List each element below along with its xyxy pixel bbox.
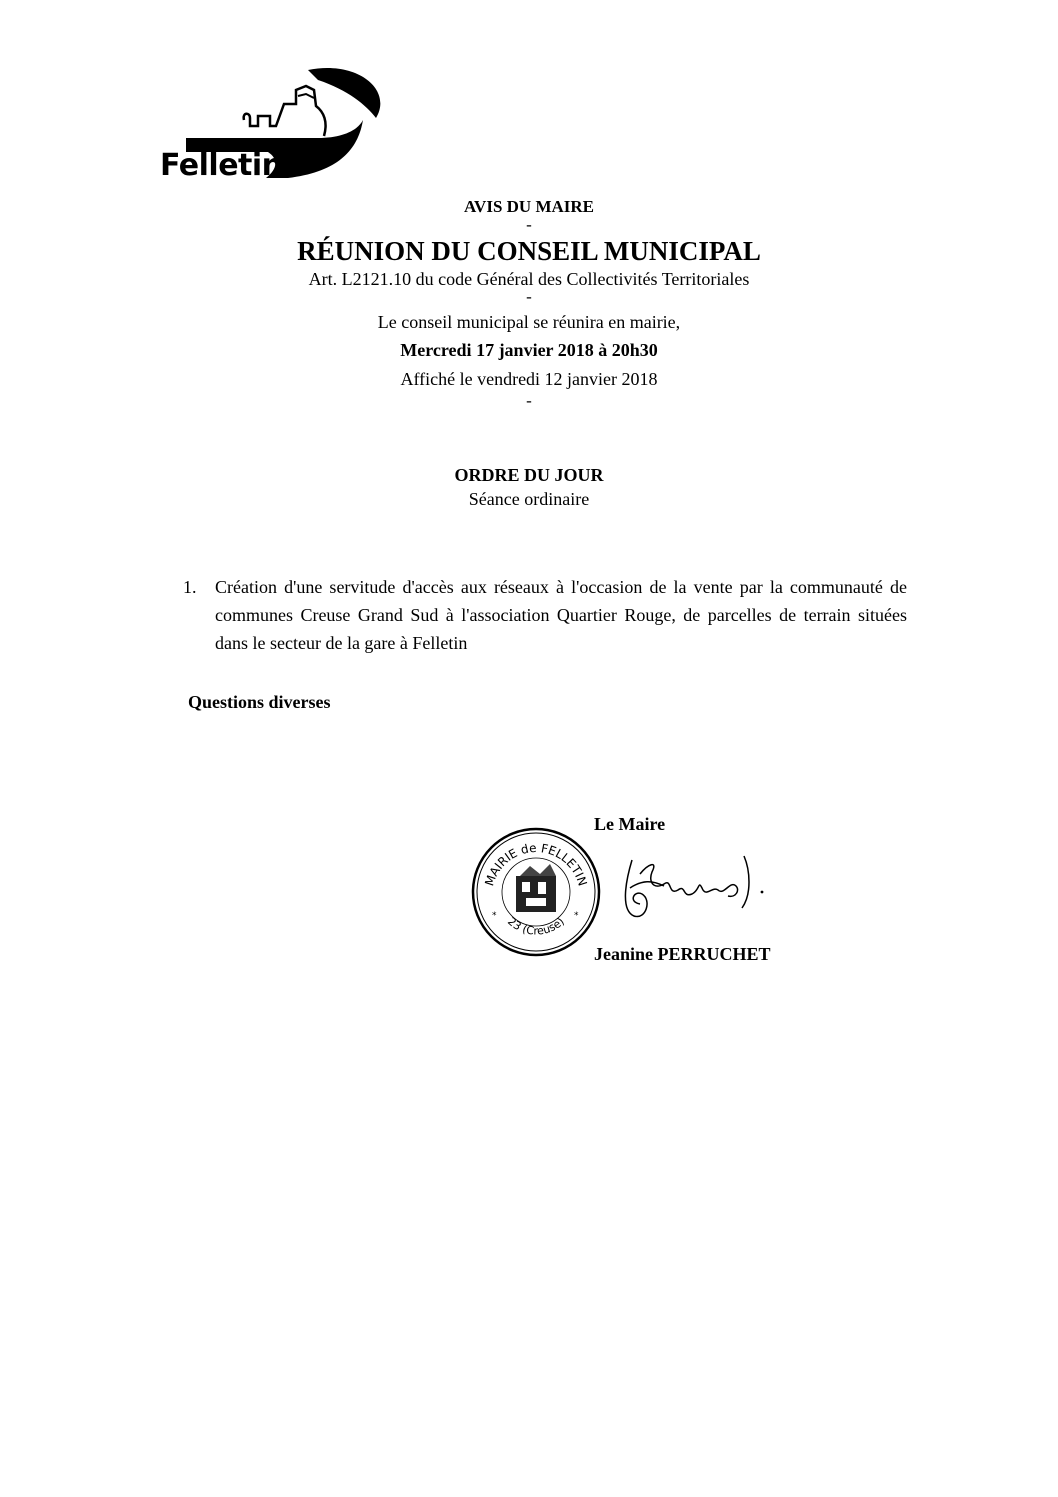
convocation-text: Le conseil municipal se réunira en mairie, [377,312,681,332]
signatory-title: Le Maire [594,814,666,834]
agenda-list [183,573,907,657]
signatory-name: Jeanine PERRUCHET [594,944,771,964]
svg-text:*: * [492,911,497,921]
separator: - [526,215,532,234]
notice-header [0,196,1058,408]
agenda-title: ORDRE DU JOUR [454,465,604,485]
separator: - [526,391,532,410]
misc-questions: Questions diverses [188,692,331,712]
logo-text: Felletin [160,148,283,183]
legal-reference: Art. L2121.10 du code Général des Collectivités Territoriales [308,269,750,289]
svg-text:*: * [574,911,579,921]
stamp-top-text: MAIRIE de FELLETIN [482,840,590,888]
stamp-graphic [470,826,602,958]
stamp-bottom-text: 23 (Creuse) [505,914,567,938]
mayor-signature [612,850,772,930]
felletin-logo [158,60,388,190]
list-item [183,573,907,657]
separator: - [526,287,532,306]
posted-date: Affiché le vendredi 12 janvier 2018 [400,369,658,389]
town-hall-stamp [470,826,602,958]
notice-label: AVIS DU MAIRE [463,197,595,216]
page-title: RÉUNION DU CONSEIL MUNICIPAL [297,236,761,266]
signature-graphic [612,850,772,930]
session-type: Séance ordinaire [468,489,590,509]
agenda-item-number: 1. [183,577,197,597]
svg-text:23 (Creuse) [505,915,567,938]
meeting-date: Mercredi 17 janvier 2018 à 20h30 [400,340,658,360]
agenda-item-text: Création d'une servitude d'accès aux réseaux à l'occasion de la vente par la communauté de communes Creuse Grand Sud à l'association Quartier Rouge, de parcelles de terrain situées dans le secteur de la gare à Felletin [215,577,907,653]
